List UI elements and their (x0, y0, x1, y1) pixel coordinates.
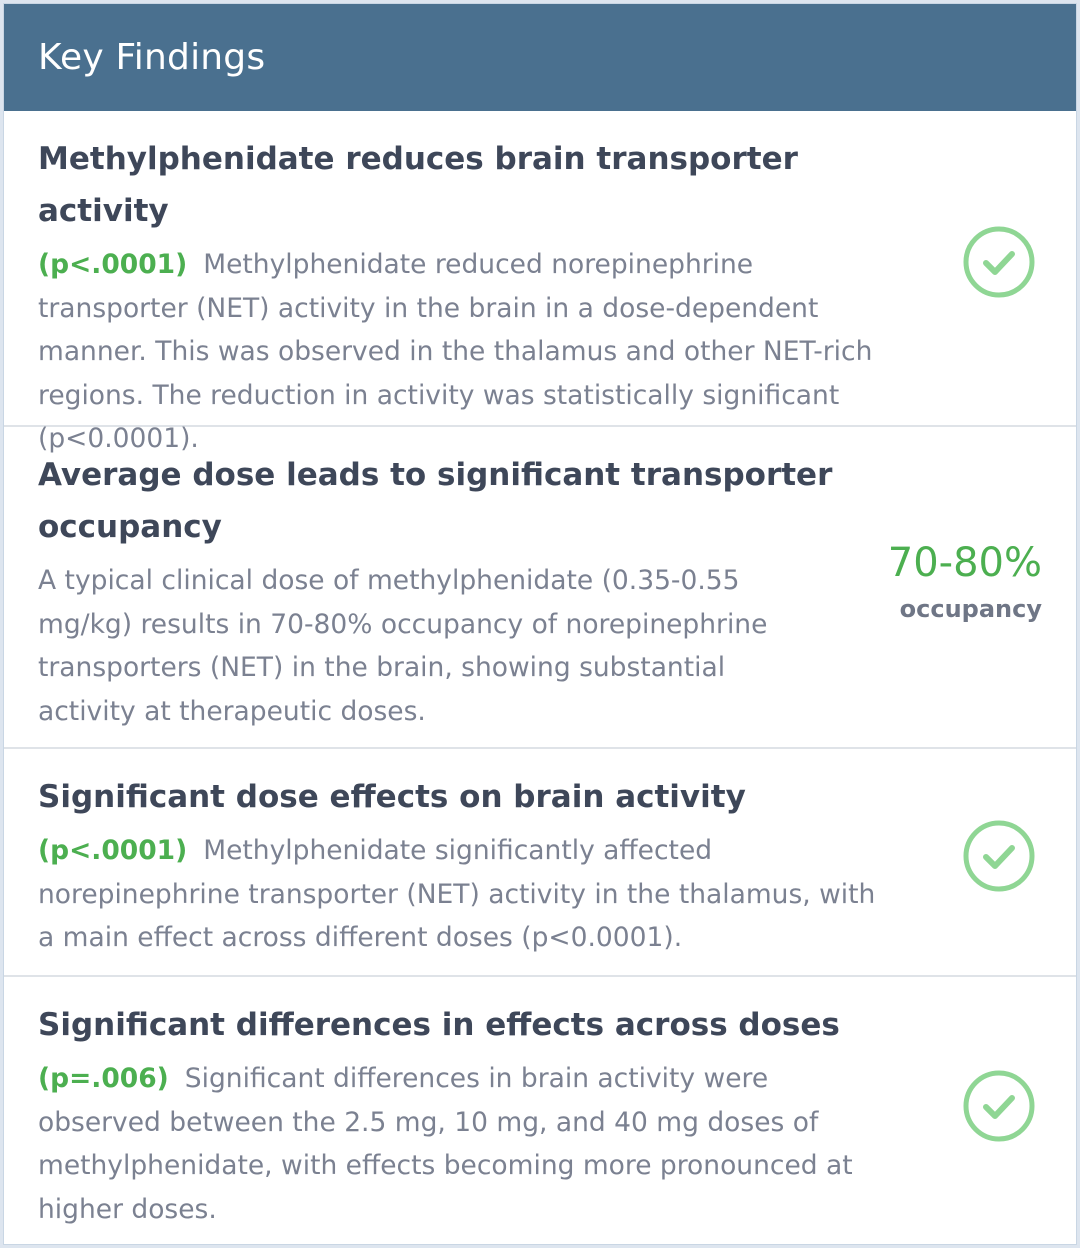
finding-text: Methylphenidate significantly affected norepinephrine transporter (NET) activity in the thalamus, with a main effect across different doses (p<0.0001). (38, 835, 876, 953)
check-circle-icon (962, 225, 1036, 299)
panel-title: Key Findings (38, 37, 266, 78)
finding-title: Methylphenidate reduces brain transporter activity (38, 141, 798, 229)
finding-title: Significant dose effects on brain activity (38, 779, 746, 815)
finding-text: Significant differences in brain activity were observed between the 2.5 mg, 10 mg, and 40 mg doses of methylphenidate, with effects becoming more pronounced at higher doses. (38, 1063, 853, 1225)
finding-text: A typical clinical dose of methylphenidate (0.35-0.55 mg/kg) results in 70-80% occupancy of norepinephrine transporters (NET) in the brain, showing substantial activity at therapeutic doses. (38, 565, 768, 727)
finding-card (4, 749, 1076, 977)
occupancy-metric (888, 539, 1042, 623)
metric-value: 70-80% (887, 540, 1042, 586)
finding-title: Average dose leads to significant transporter occupancy (38, 457, 833, 545)
check-circle-icon (962, 819, 1036, 893)
panel-header (4, 4, 1076, 111)
finding-text: Methylphenidate reduced norepinephrine transporter (NET) activity in the brain in a dose-dependent manner. This was observed in the thalamus and other NET-rich regions. The reduction in activity was statistically significant (p<0.0001). (38, 249, 873, 454)
finding-description (38, 559, 828, 733)
key-findings-panel (3, 3, 1077, 1245)
check-circle-icon (962, 1069, 1036, 1143)
finding-card (4, 111, 1076, 454)
finding-card (4, 427, 1076, 749)
p-value: (p<.0001) (38, 249, 188, 280)
p-value: (p<.0001) (38, 835, 188, 866)
finding-card (4, 977, 1076, 1245)
p-value: (p=.006) (38, 1063, 169, 1094)
metric-label: occupancy (899, 595, 1042, 623)
finding-description (38, 829, 888, 960)
finding-title: Significant differences in effects across doses (38, 1007, 840, 1043)
finding-description (38, 1057, 888, 1231)
